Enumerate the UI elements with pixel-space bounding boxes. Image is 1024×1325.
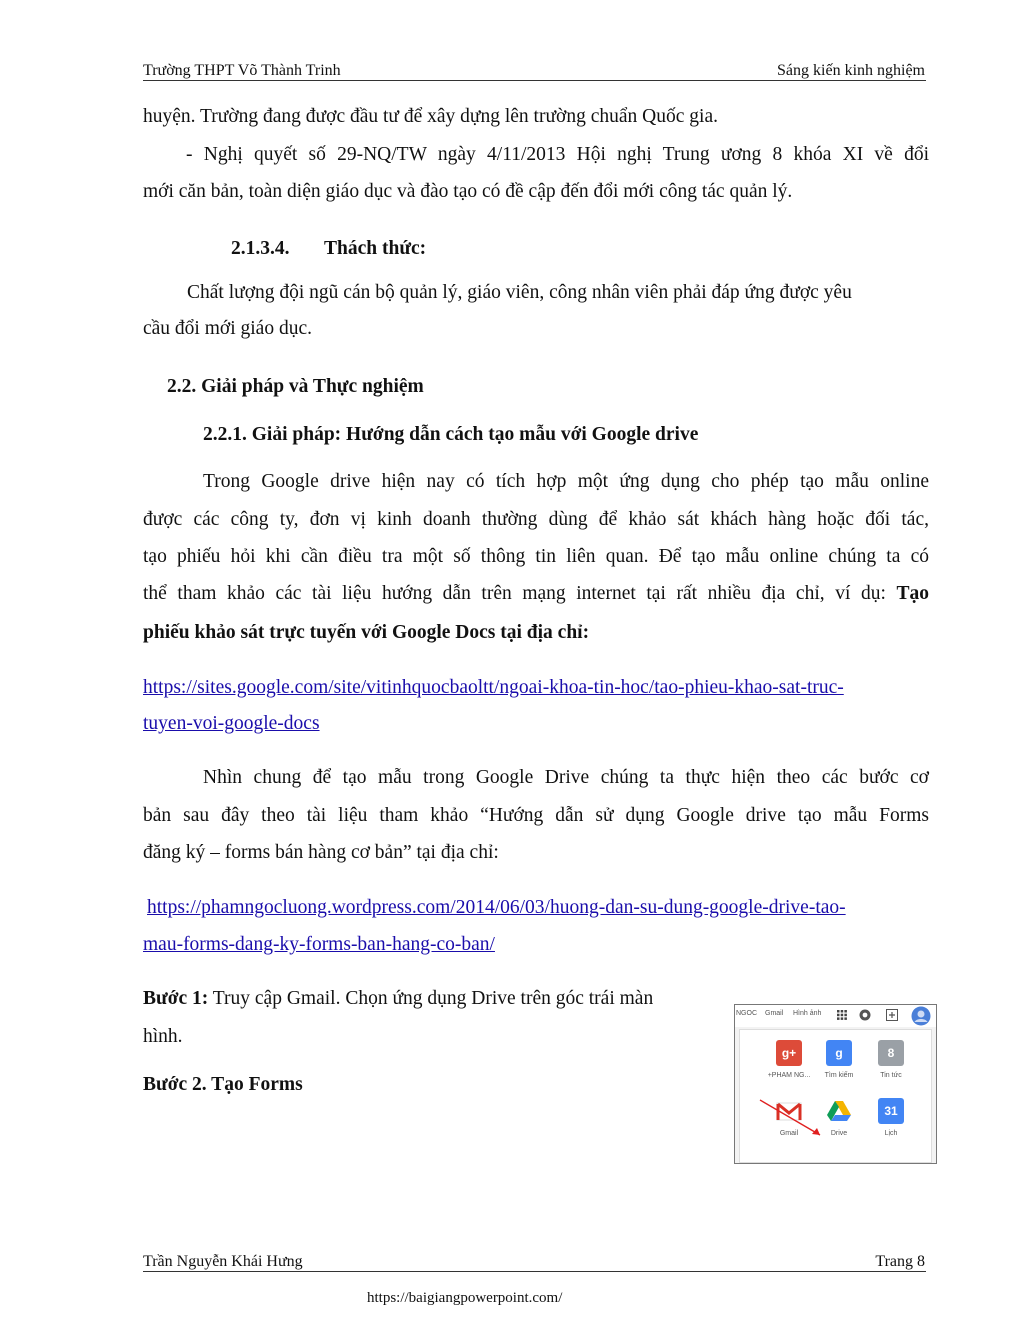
app-tile-label: +PHAM NG...: [767, 1072, 811, 1079]
paragraph-bold-line: phiếu khảo sát trực tuyến với Google Docs tại địa chỉ:: [143, 622, 590, 643]
step-1-text: Truy cập Gmail. Chọn ứng dụng Drive trên góc trái màn: [208, 988, 654, 1009]
section-221-heading: 2.2.1. Giải pháp: Hướng dẫn cách tạo mẫu với Google drive: [203, 424, 699, 445]
apps-panel: [739, 1029, 932, 1163]
google-apps-screenshot: [734, 1004, 937, 1164]
paragraph-line: tạo phiếu hỏi khi cần điều tra một số thông tin liên quan. Để tạo mẫu online chúng ta có: [143, 546, 929, 567]
paragraph-line: [143, 583, 929, 605]
step-1-cont: hình.: [143, 1026, 183, 1047]
header-doc-type: Sáng kiến kinh nghiệm: [777, 62, 925, 79]
app-tile-label: Gmail: [779, 1130, 799, 1137]
step-1: [143, 988, 653, 1010]
paragraph-text: thể tham khảo các tài liệu hướng dẫn trên mạng internet tại rất nhiều địa chỉ, ví dụ:: [143, 583, 897, 604]
red-arrow-annotation: [740, 1030, 931, 1162]
notification-icon: [859, 1009, 871, 1021]
paragraph-line: Nhìn chung để tạo mẫu trong Google Drive chúng ta thực hiện theo các bước cơ: [203, 767, 929, 788]
screenshot-images-link: Hình ảnh: [793, 1010, 822, 1017]
app-tile-label: Drive: [830, 1130, 848, 1137]
app-tile-label: Tìm kiếm: [824, 1072, 854, 1079]
footer-source-url: https://baigiangpowerpoint.com/: [367, 1290, 563, 1306]
section-2134-title: Thách thức:: [324, 238, 427, 259]
reference-link-1[interactable]: https://sites.google.com/site/vitinhquocbaoltt/ngoai-khoa-tin-hoc/tao-phieu-khao-sat-truc-: [143, 677, 844, 698]
avatar: [911, 1006, 931, 1026]
screenshot-user: NGOC: [736, 1010, 757, 1017]
section-22-heading: 2.2. Giải pháp và Thực nghiệm: [167, 376, 424, 397]
footer-page-number: Trang 8: [875, 1253, 925, 1270]
news-icon: 8: [878, 1040, 904, 1066]
paragraph-line: Trong Google drive hiện nay có tích hợp một ứng dụng cho phép tạo mẫu online: [203, 471, 929, 492]
reference-link-1-cont[interactable]: tuyen-voi-google-docs: [143, 713, 320, 734]
section-2134-number: 2.1.3.4.: [231, 238, 290, 259]
paragraph-line: Chất lượng đội ngũ cán bộ quản lý, giáo viên, công nhân viên phải đáp ứng được yêu: [187, 282, 852, 303]
paragraph-line: mới căn bản, toàn diện giáo dục và đào tạo có đề cập đến đổi mới công tác quản lý.: [143, 181, 793, 202]
header-divider: [143, 80, 926, 81]
calendar-icon: 31: [878, 1098, 904, 1124]
screenshot-gmail-link: Gmail: [765, 1010, 784, 1017]
step-1-label: Bước 1:: [143, 988, 209, 1009]
footer-author: Trần Nguyễn Khái Hưng: [143, 1253, 303, 1270]
google-search-icon: g: [826, 1040, 852, 1066]
footer-divider: [143, 1271, 926, 1272]
step-2: Bước 2. Tạo Forms: [143, 1074, 303, 1095]
paragraph-line: cầu đổi mới giáo dục.: [143, 318, 312, 339]
paragraph-line: huyện. Trường đang được đầu tư để xây dựng lên trường chuẩn Quốc gia.: [143, 106, 718, 127]
paragraph-line: được các công ty, đơn vị kinh doanh thường dùng để khảo sát khách hàng hoặc đối tác,: [143, 509, 929, 530]
reference-link-2[interactable]: https://phamngocluong.wordpress.com/2014/06/03/huong-dan-su-dung-google-drive-tao-: [147, 897, 846, 918]
app-tile-label: Tin tức: [880, 1072, 902, 1079]
paragraph-line: - Nghị quyết số 29-NQ/TW ngày 4/11/2013 Hội nghị Trung ương 8 khóa XI về đổi: [186, 144, 929, 165]
app-tile-label: Lịch: [884, 1130, 898, 1137]
screenshot-topbar: [735, 1005, 936, 1027]
header-school: Trường THPT Võ Thành Trinh: [143, 62, 341, 79]
paragraph-line: bản sau đây theo tài liệu tham khảo “Hướng dẫn sử dụng Google drive tạo mẫu Forms: [143, 805, 929, 826]
reference-link-2-cont[interactable]: mau-forms-dang-ky-forms-ban-hang-co-ban/: [143, 934, 495, 955]
paragraph-bold-text: Tạo: [896, 583, 929, 604]
apps-grid-icon: [837, 1010, 847, 1020]
share-plus-icon: [886, 1009, 898, 1021]
google-plus-icon: g+: [776, 1040, 802, 1066]
paragraph-line: đăng ký – forms bán hàng cơ bản” tại địa chỉ:: [143, 842, 499, 863]
